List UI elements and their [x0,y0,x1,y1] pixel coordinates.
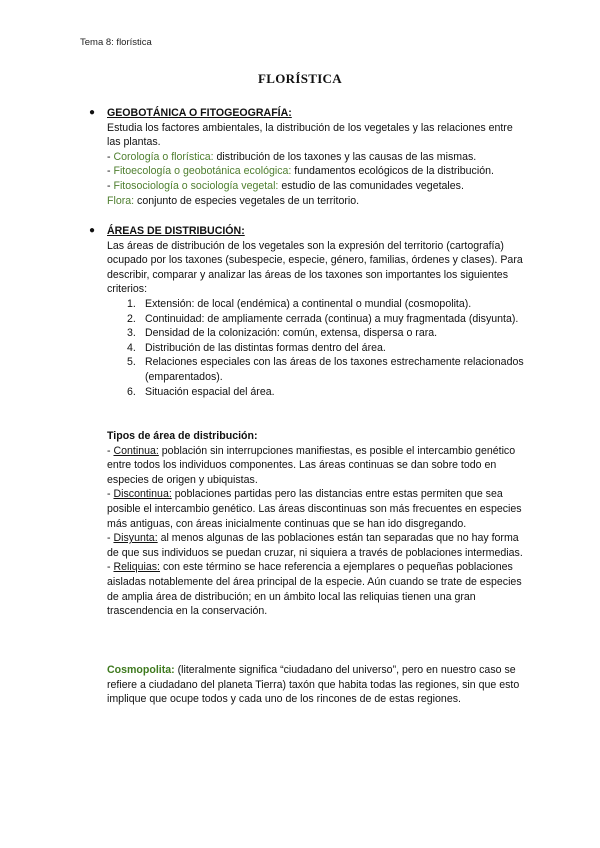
type-item: - Discontinua: poblaciones partidas pero las distancias entre estas permiten que sea posible el intercambio genético. Las áreas discontinuas son más frecuentes en especies más antiguas, con áreas inicialmente continuas que se han ido disgregando. [107,488,522,530]
list-item: 2. Continuidad: de ampliamente cerrada (continua) a muy fragmentada (disyunta). [127,312,519,325]
list-item: 5. Relaciones especiales con las áreas de los taxones estrechamente relacionados (emparentados). [127,356,524,383]
type-item: - Continua: población sin interrupciones manifiestas, es posible el intercambio genético entre todos los individuos componentes. Las áreas continuas se dan sobre todo en especies de origen y ubiquistas. [107,444,516,486]
definition-term: Cosmopolita: [107,664,175,676]
criteria-list [107,297,527,399]
list-item: 6. Situación espacial del área. [127,385,275,398]
type-item: - Disyunta: al menos algunas de las poblaciones están tan separadas que no hay forma de que sus individuos se puedan cruzar, ni siquiera a través de poblaciones intermedias. [107,532,523,559]
type-term: Continua: [113,444,159,457]
list-item: 4. Distribución de las distintas formas dentro del área. [127,341,386,354]
flora-definition: Flora: conjunto de especies vegetales de un territorio. [107,194,360,207]
page-header: Tema 8: florística [80,37,152,48]
page-title: FLORÍSTICA [258,71,342,86]
type-item: - Reliquias: con este término se hace referencia a ejemplares o pequeñas poblaciones aisladas notablemente del área principal de la especie. Aún cuando se trate de especies de amplia área de distribución; en un ámbito local las reliquias tienen una gran trascendencia en la conservación. [107,561,522,618]
definition-term: Corología o florística: [113,150,214,163]
bullet-icon: ● [89,225,96,236]
type-term: Discontinua: [113,488,172,501]
section-heading: GEOBOTÁNICA O FITOGEOGRAFÍA: [107,107,292,119]
section-tipos [107,429,527,619]
definition-term: Flora: [107,194,135,207]
section-geobotanica [89,106,527,208]
definition-item: - Corología o florística: distribución de los taxones y las causas de las mismas. [107,150,477,163]
section-areas [89,224,527,399]
section-heading: ÁREAS DE DISTRIBUCIÓN: [107,225,245,237]
list-item: 1. Extensión: de local (endémica) a continental o mundial (cosmopolita). [127,297,472,310]
definition-term: Fitoecología o geobotánica ecológica: [113,165,292,178]
list-item: 3. Densidad de la colonización: común, extensa, dispersa o rara. [127,327,438,340]
section-intro: Las áreas de distribución de los vegetales son la expresión del territorio (cartografía) ocupado por los taxones (subespecie, especie, género, familias, órdenes y clases). Para describir, comparar y analizar las áreas de los taxones son importantes los siguientes criterios: [107,239,523,296]
cosmopolita-definition: Cosmopolita: (literalmente significa “ciudadano del universo”, pero en nuestro caso se refiere a ciudadano del planeta Tierra) taxón que habita todas las regiones, sin que esto implique que ocupe todos y cada uno de los rincones de de estas regiones. [107,664,520,706]
type-term: Reliquias: [113,561,161,574]
type-term: Disyunta: [113,532,158,545]
section-cosmopolita [107,663,527,707]
section-intro: Estudia los factores ambientales, la distribución de los vegetales y las relaciones entre las plantas. [107,121,513,149]
definition-term: Fitosociología o sociología vegetal: [113,179,279,192]
bullet-icon: ● [89,107,96,118]
definition-item: - Fitoecología o geobotánica ecológica: fundamentos ecológicos de la distribución. [107,165,494,178]
subsection-heading: Tipos de área de distribución: [107,430,258,442]
definition-item: - Fitosociología o sociología vegetal: estudio de las comunidades vegetales. [107,179,464,192]
